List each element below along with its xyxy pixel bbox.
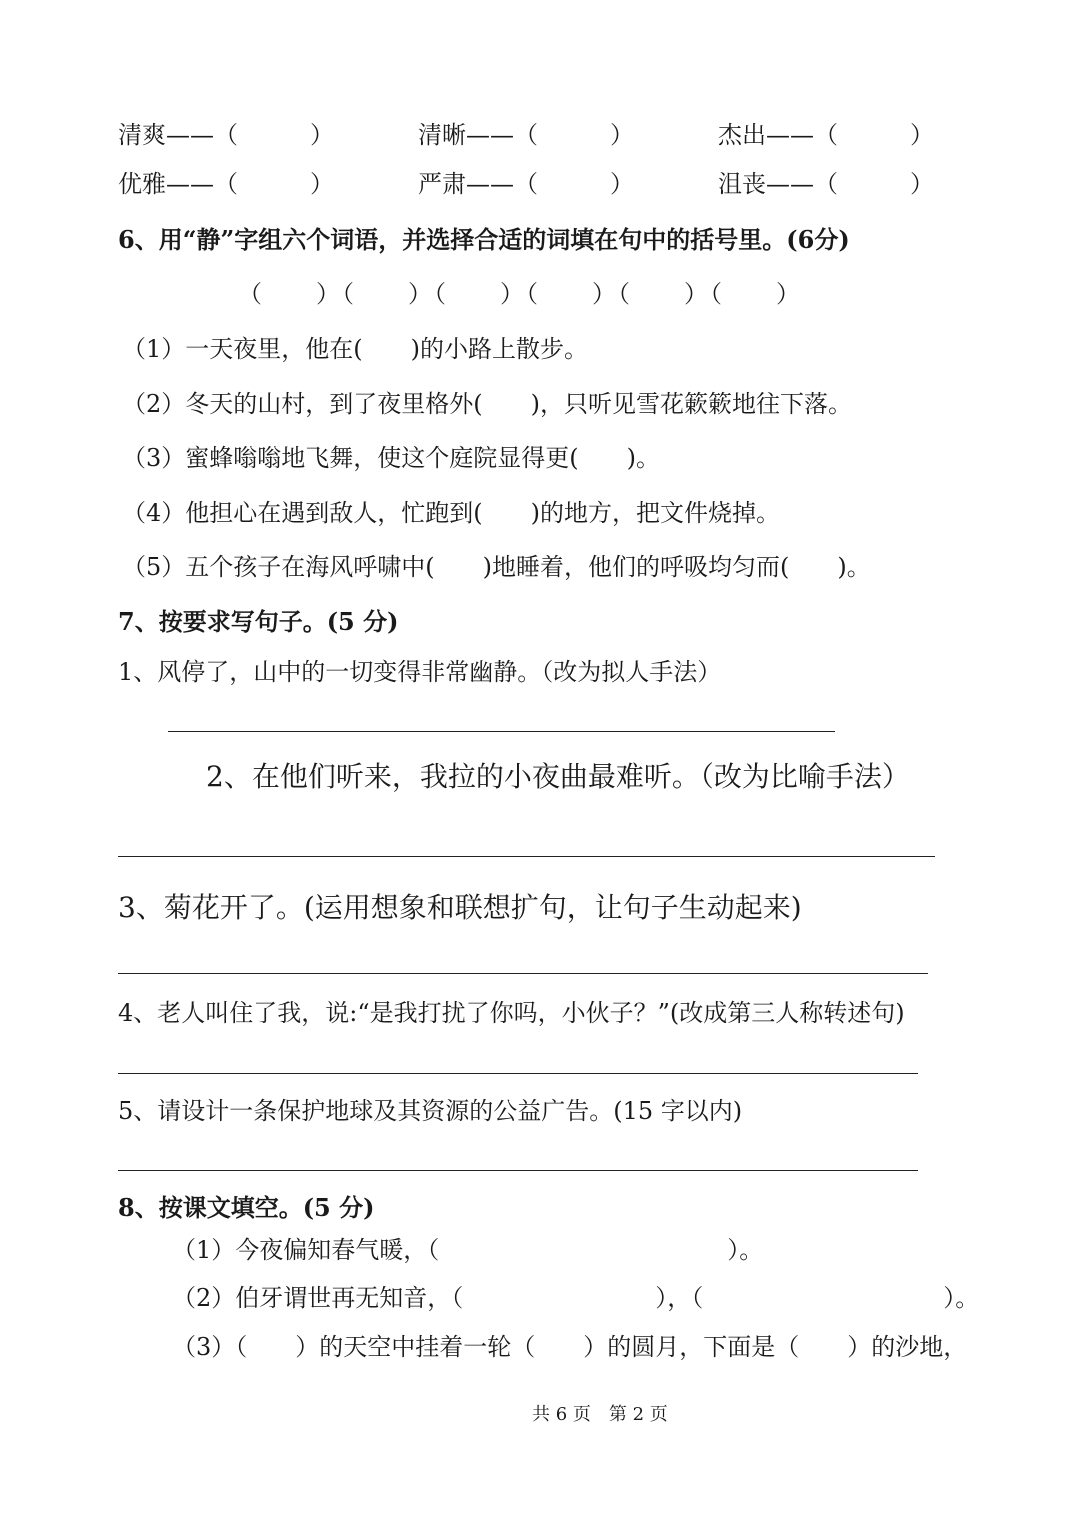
q7-item-3: 3、菊花开了。(运用想象和联想扩句，让句子生动起来) [118,891,802,924]
q8-item-1: （1）今夜偏知春气暖，（ ）。 [172,1236,764,1264]
q6-item-2: （2）冬天的山村，到了夜里格外( )，只听见雪花簌簌地往下落。 [122,390,852,418]
q7-item-1: 1、风停了，山中的一切变得非常幽静。（改为拟人手法） [118,658,722,686]
q7-answer-line-4 [118,1073,918,1074]
q8-heading: 8、按课文填空。(5 分) [118,1193,375,1222]
q8-item-3: （3）（ ）的天空中挂着一轮（ ）的圆月，下面是（ ）的沙地， [172,1333,968,1361]
q6-item-1: （1）一天夜里，他在( )的小路上散步。 [122,335,588,363]
q7-item-4: 4、老人叫住了我，说:“是我打扰了你吗，小伙子？”(改成第三人称转述句) [118,999,905,1027]
q7-answer-line-5 [118,1170,918,1171]
q6-blanks: （ ）（ ）（ ）（ ）（ ）（ ） [238,280,802,308]
q7-answer-line-2 [118,856,935,857]
q7-answer-line-1 [168,731,835,732]
q5-word-4: 优雅——（ ） [118,170,334,198]
q7-item-5: 5、请设计一条保护地球及其资源的公益广告。(15 字以内) [118,1097,743,1125]
page-footer: 共 6 页 第 2 页 [532,1404,668,1425]
q7-heading: 7、按要求写句子。(5 分) [118,607,399,636]
q6-heading: 6、用“静”字组六个词语，并选择合适的词填在句中的括号里。(6分) [118,225,850,254]
q5-word-2: 清晰——（ ） [418,121,634,149]
q6-item-5: （5）五个孩子在海风呼啸中( )地睡着，他们的呼吸均匀而( )。 [122,553,871,581]
q5-word-3: 杰出——（ ） [718,121,934,149]
q5-word-5: 严肃——（ ） [418,170,634,198]
q7-item-2: 2、在他们听来，我拉的小夜曲最难听。（改为比喻手法） [206,760,910,793]
q5-word-1: 清爽——（ ） [118,121,334,149]
q8-item-2: （2）伯牙谓世再无知音，（ ），（ ）。 [172,1284,980,1312]
q6-item-4: （4）他担心在遇到敌人，忙跑到( )的地方，把文件烧掉。 [122,499,780,527]
q6-item-3: （3）蜜蜂嗡嗡地飞舞，使这个庭院显得更( )。 [122,444,660,472]
q5-word-6: 沮丧——（ ） [718,170,934,198]
q7-answer-line-3 [118,973,928,974]
